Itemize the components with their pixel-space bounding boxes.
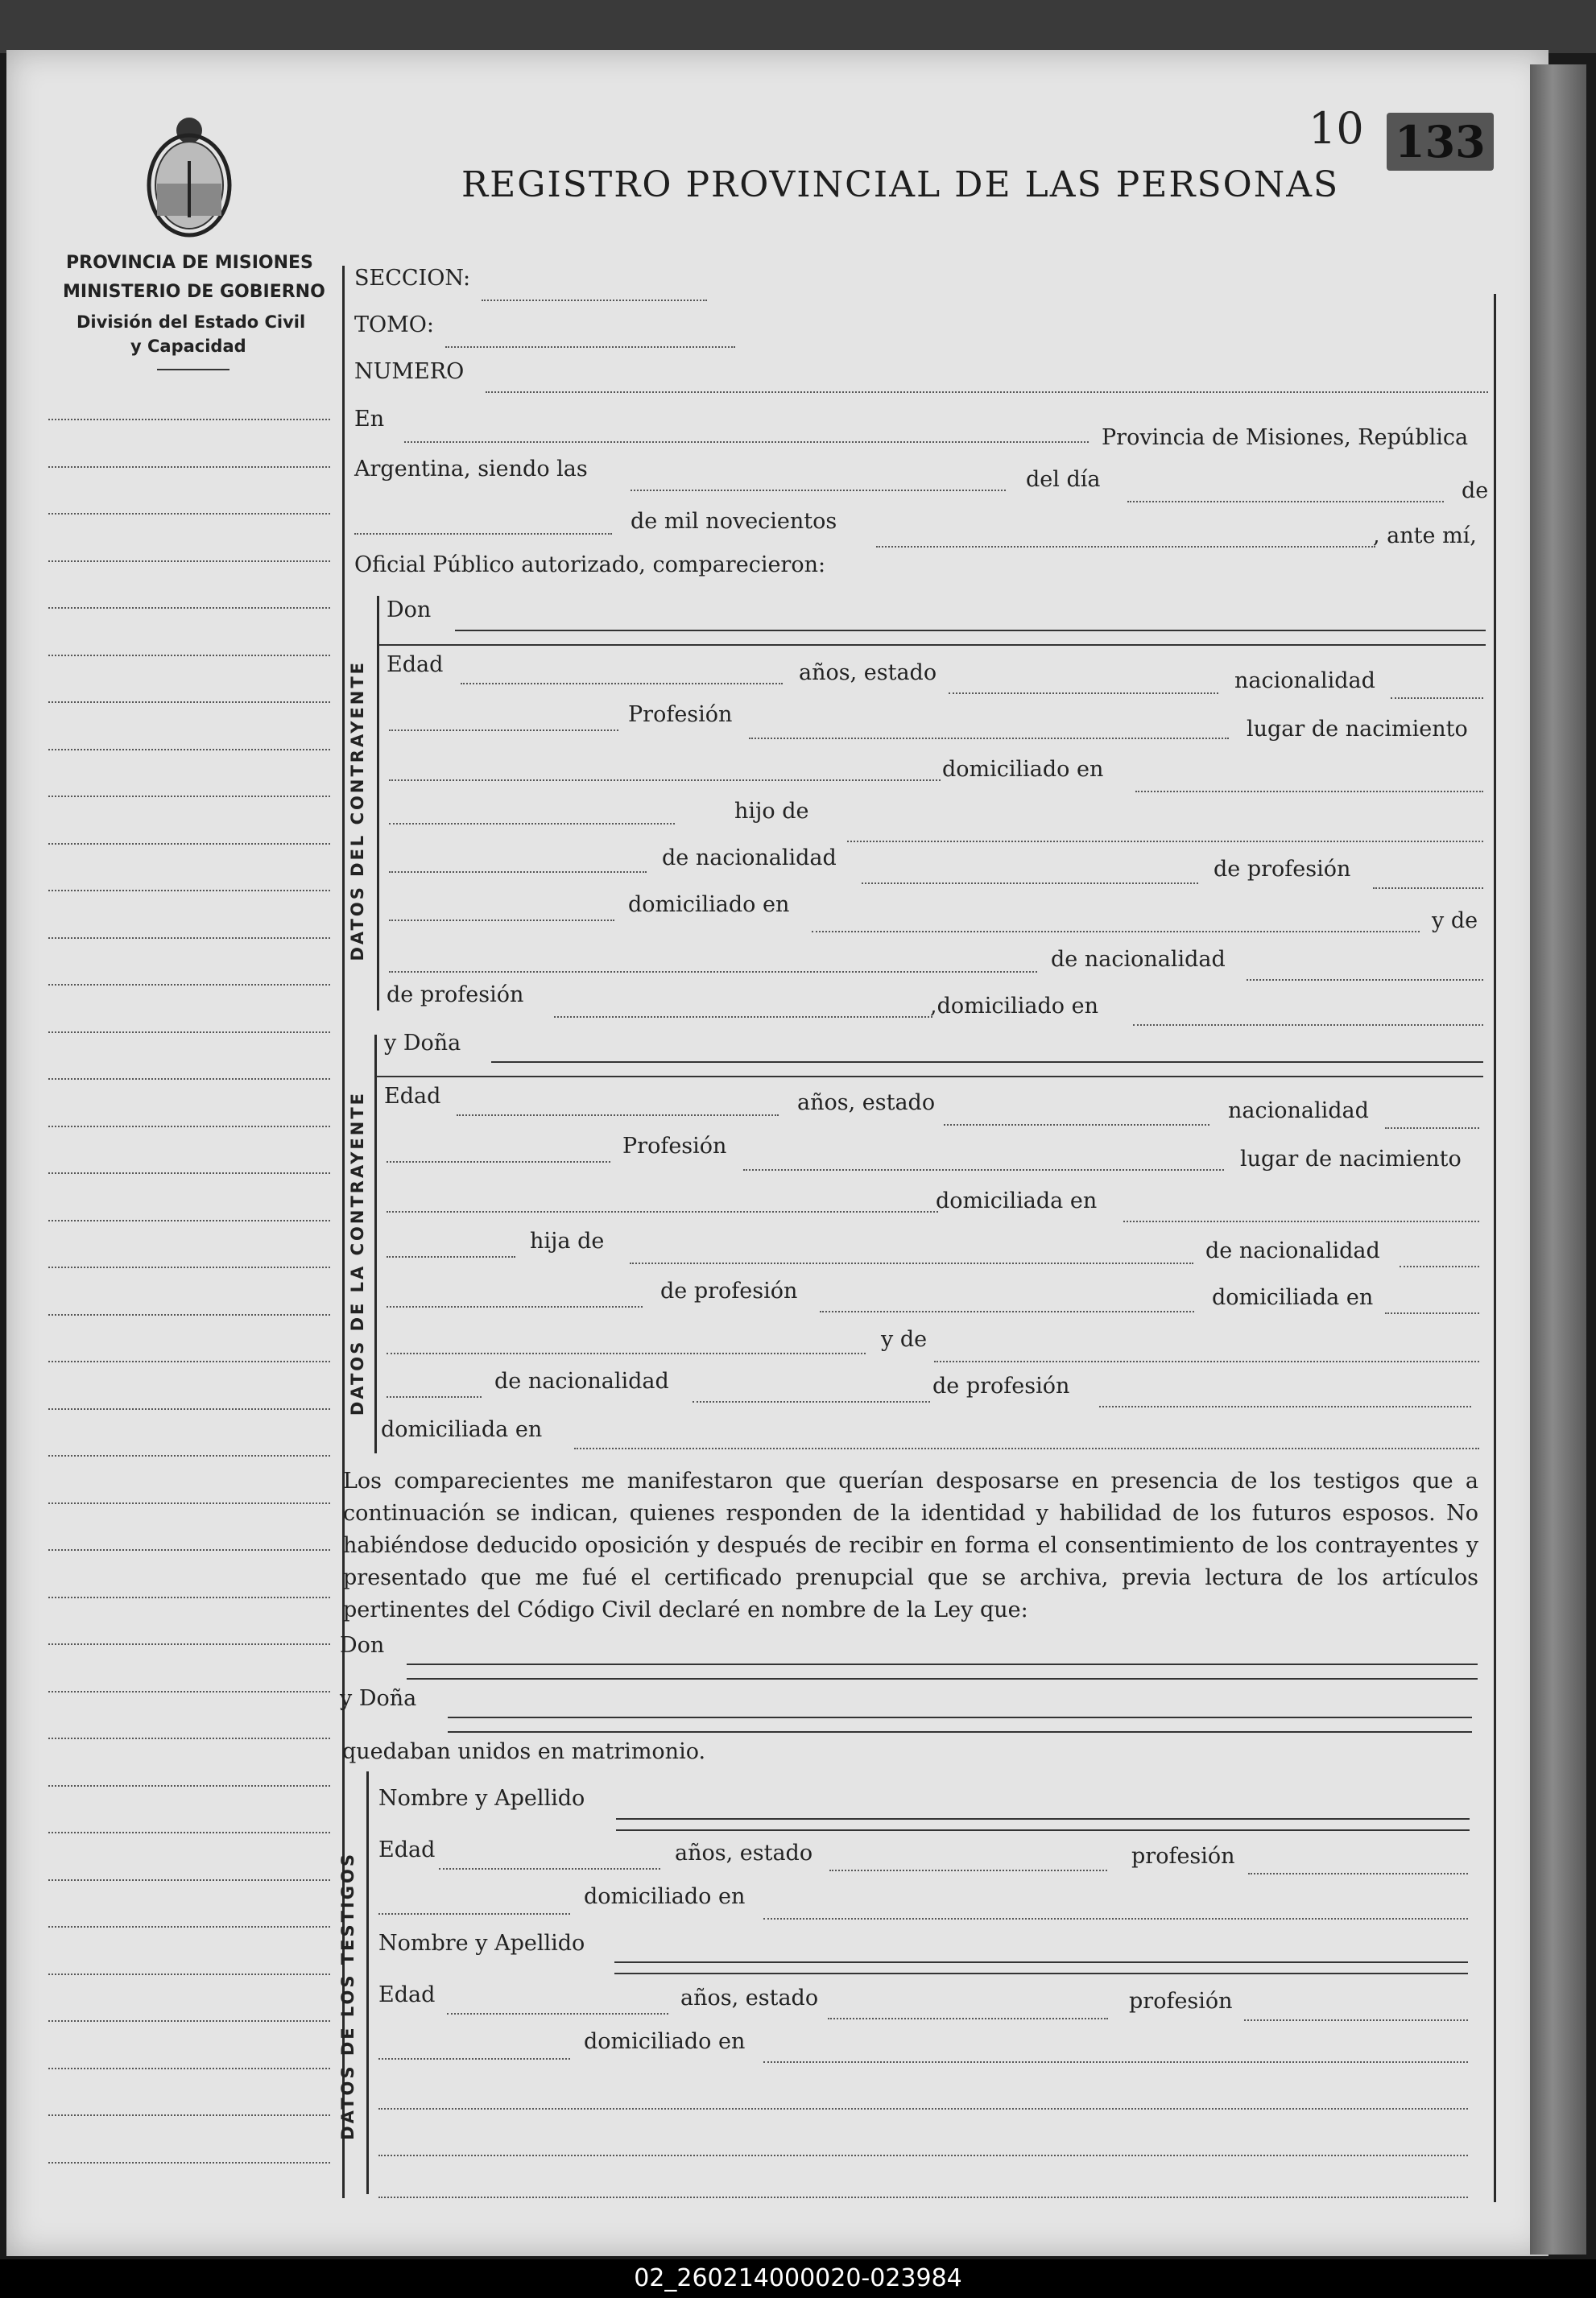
numero-label: NUMERO — [354, 359, 465, 384]
madre-cont-field-2[interactable] — [387, 1396, 482, 1398]
mes-field[interactable] — [354, 533, 612, 535]
dona-label: y Doña — [384, 1031, 461, 1056]
padre-nac-field[interactable] — [862, 882, 1198, 884]
domiciliado-en3-label: ,domiciliado en — [930, 994, 1098, 1019]
lugar-nac-label: lugar de nacimiento — [1247, 717, 1468, 742]
madre-nac-field-2[interactable] — [693, 1401, 930, 1403]
profesion-field[interactable] — [749, 738, 1229, 739]
margin-line[interactable] — [48, 1549, 330, 1551]
edad-label-2: Edad — [384, 1084, 441, 1109]
decl-dona-label: y Doña — [340, 1686, 417, 1711]
top-strip — [0, 0, 1596, 53]
nac-cont-field[interactable] — [389, 729, 618, 731]
domicilio-field-2[interactable] — [1123, 1221, 1479, 1222]
domiciliada-en3-label: domiciliada en — [381, 1417, 543, 1442]
margin-line[interactable] — [48, 1597, 330, 1598]
margin-line[interactable] — [48, 1832, 330, 1833]
profesion2-label: profesión — [1129, 1989, 1233, 2014]
de-label: de — [1462, 478, 1489, 503]
de-profesion-label: de profesión — [1214, 857, 1351, 882]
margin-line[interactable] — [48, 1643, 330, 1645]
margin-line[interactable] — [48, 1267, 330, 1268]
hija-de-label: hija de — [530, 1229, 605, 1254]
padre-field[interactable] — [847, 841, 1483, 842]
de-profesion-label-2: de profesión — [660, 1279, 798, 1304]
profesion-field-2[interactable] — [743, 1169, 1224, 1171]
nombre2-field[interactable] — [614, 1961, 1468, 1963]
anos-estado1-label: años, estado — [675, 1841, 813, 1866]
domiciliado2-label: domiciliado en — [584, 2029, 746, 2054]
extra-field-2[interactable] — [378, 2155, 1468, 2156]
margin-line[interactable] — [48, 2114, 330, 2116]
don-label: Don — [387, 597, 432, 622]
domiciliado-label: domiciliado en — [942, 757, 1104, 782]
edad-field-2[interactable] — [457, 1114, 779, 1116]
margin-line[interactable] — [48, 1785, 330, 1787]
contrayenta-bracket — [374, 1035, 377, 1453]
padre-dom-cont-field-2[interactable] — [387, 1353, 866, 1354]
nac1-field[interactable] — [378, 1913, 570, 1915]
division-label: División del Estado Civil — [76, 312, 306, 332]
de-mil-label: de mil novecientos — [631, 509, 837, 534]
estado2-field[interactable] — [828, 2018, 1108, 2019]
domicilio-cont-field-2[interactable] — [387, 1256, 515, 1258]
hijo-de-label: hijo de — [734, 799, 809, 824]
separator — [378, 644, 1486, 646]
nacionalidad-label: nacionalidad — [1234, 668, 1375, 693]
anos-estado-label-2: años, estado — [797, 1090, 936, 1115]
separator — [407, 1678, 1478, 1680]
domicilio1-field[interactable] — [763, 1918, 1468, 1920]
margin-line[interactable] — [48, 1879, 330, 1881]
nac-cont-field-2[interactable] — [387, 1161, 610, 1163]
margin-line[interactable] — [48, 1078, 330, 1080]
y-de-label: y de — [1432, 908, 1478, 933]
domicilio-field[interactable] — [1135, 791, 1483, 792]
seccion-label: SECCION: — [354, 266, 471, 291]
ante-mi-text: , ante mí, — [1373, 523, 1477, 548]
margin-line[interactable] — [48, 1691, 330, 1693]
page-title: REGISTRO PROVINCIAL DE LAS PERSONAS — [461, 164, 1340, 205]
domiciliada-label: domiciliada en — [936, 1188, 1098, 1213]
domicilio-cont-field[interactable] — [389, 823, 675, 825]
lugar-field-2[interactable] — [387, 1211, 938, 1213]
margin-line[interactable] — [48, 607, 330, 609]
en-field[interactable] — [404, 441, 1089, 443]
de-nacionalidad2-label: de nacionalidad — [1051, 947, 1226, 972]
edad-field[interactable] — [461, 683, 783, 684]
contrayente-side-label: DATOS DEL CONTRAYENTE — [348, 660, 367, 961]
madre-field-2[interactable] — [934, 1361, 1479, 1362]
del-dia-label: del día — [1026, 467, 1101, 492]
decl-don-label: Don — [340, 1633, 385, 1658]
seccion-field[interactable] — [482, 300, 707, 301]
estado-field[interactable] — [949, 692, 1218, 694]
padre-dom-field[interactable] — [812, 931, 1420, 932]
estado-field-2[interactable] — [944, 1124, 1209, 1126]
unidos-text: quedaban unidos en matrimonio. — [342, 1739, 706, 1764]
margin-line[interactable] — [48, 796, 330, 797]
margin-line[interactable] — [48, 2020, 330, 2022]
profesion2-field[interactable] — [1244, 2019, 1468, 2021]
margin-line[interactable] — [48, 655, 330, 656]
margin-line[interactable] — [48, 1408, 330, 1410]
profesion1-label: profesión — [1131, 1844, 1235, 1869]
declaration-paragraph: Los comparecientes me manifestaron que querían desposarse en presencia de los testigos que a continuación se indican, quienes responden de la identidad y habilidad de los futuros esposos. No habiéndose deducido oposición y después de recibir en forma el consentimiento de los contrayentes y presentado que me fué el certificado prenupcial que se archiva, previa lectura de los artículos pertinentes del Código Civil declaré en nombre de la Ley que: — [343, 1469, 1478, 1622]
tomo-label: TOMO: — [354, 312, 435, 337]
margin-line[interactable] — [48, 937, 330, 939]
padre-prof-field[interactable] — [1373, 887, 1483, 889]
right-frame-line — [1494, 294, 1496, 2202]
edad-label: Edad — [387, 652, 444, 677]
margin-line[interactable] — [48, 890, 330, 891]
nacionalidad-field-2[interactable] — [1385, 1127, 1479, 1129]
margin-line[interactable] — [48, 1172, 330, 1174]
separator — [616, 1829, 1470, 1831]
don-field[interactable] — [455, 630, 1486, 631]
margin-line[interactable] — [48, 1031, 330, 1033]
capacity-label: y Capacidad — [130, 337, 246, 356]
margin-line[interactable] — [48, 1126, 330, 1127]
madre-dom-field[interactable] — [1133, 1024, 1483, 1026]
margin-line[interactable] — [48, 1738, 330, 1739]
padre-nac-cont-field-2[interactable] — [387, 1306, 643, 1308]
testigos-side-label: DATOS DE LOS TESTIGOS — [338, 1852, 358, 2140]
domiciliado-en2-label: domiciliado en — [628, 892, 790, 917]
dona-field[interactable] — [491, 1061, 1483, 1063]
margin-line[interactable] — [48, 1314, 330, 1316]
edad2-field[interactable] — [447, 2013, 668, 2015]
contrayenta-side-label: DATOS DE LA CONTRAYENTE — [348, 1091, 367, 1416]
de-nacionalidad-label: de nacionalidad — [662, 845, 837, 870]
margin-line[interactable] — [48, 984, 330, 986]
margin-line[interactable] — [48, 560, 330, 562]
lugar-field[interactable] — [389, 779, 941, 781]
margin-line[interactable] — [48, 843, 330, 845]
madre-prof-field[interactable] — [554, 1016, 932, 1018]
en-label: En — [354, 407, 385, 432]
book-binding — [1530, 64, 1586, 2255]
profesion-label-2: Profesión — [622, 1134, 727, 1159]
extra-field-1[interactable] — [378, 2108, 1468, 2110]
profesion1-field[interactable] — [1248, 1873, 1468, 1874]
margin-line[interactable] — [48, 1926, 330, 1928]
dia-field[interactable] — [1127, 501, 1444, 502]
argentina-text: Argentina, siendo las — [354, 457, 588, 482]
testigos-bracket — [366, 1771, 369, 2194]
margin-line[interactable] — [48, 1974, 330, 1975]
margin-line[interactable] — [48, 2162, 330, 2164]
margin-line[interactable] — [48, 419, 330, 420]
ministry-label: MINISTERIO DE GOBIERNO — [63, 282, 325, 302]
contrayente-bracket — [377, 596, 379, 1011]
edad1-label: Edad — [378, 1837, 436, 1862]
lugar-nac-label-2: lugar de nacimiento — [1240, 1147, 1462, 1172]
padre-prof-cont-field[interactable] — [389, 920, 614, 921]
divider — [157, 369, 229, 370]
edad1-field[interactable] — [439, 1868, 660, 1870]
margin-line[interactable] — [48, 1455, 330, 1457]
margin-line[interactable] — [48, 749, 330, 750]
edad2-label: Edad — [378, 1982, 436, 2007]
separator — [376, 1076, 1483, 1077]
domicilio2-field[interactable] — [763, 2061, 1468, 2063]
margin-line[interactable] — [48, 1502, 330, 1504]
nac2-field[interactable] — [378, 2058, 570, 2060]
page-number: 10 — [1309, 103, 1364, 154]
anio-field[interactable] — [876, 546, 1375, 548]
separator — [614, 1973, 1468, 1974]
oficial-text: Oficial Público autorizado, comparecieron: — [354, 552, 826, 577]
decl-don-field[interactable] — [407, 1664, 1478, 1665]
anos-estado2-label: años, estado — [680, 1986, 819, 2011]
anos-estado-label: años, estado — [799, 660, 937, 685]
nacionalidad-label-2: nacionalidad — [1228, 1098, 1369, 1123]
nombre1-label: Nombre y Apellido — [378, 1786, 585, 1811]
de-profesion2-label-2: de profesión — [932, 1374, 1070, 1399]
coat-of-arms-icon — [141, 113, 238, 242]
profesion-label: Profesión — [628, 702, 733, 727]
madre-prof-field-2[interactable] — [1099, 1406, 1471, 1407]
de-nacionalidad-label-2: de nacionalidad — [1205, 1238, 1380, 1263]
padre-prof-field-2[interactable] — [820, 1311, 1194, 1312]
hora-field[interactable] — [631, 490, 1006, 491]
padre-field-2[interactable] — [630, 1263, 1193, 1264]
margin-line[interactable] — [48, 1361, 330, 1362]
margin-line[interactable] — [48, 513, 330, 515]
padre-nac-field-2[interactable] — [1400, 1266, 1479, 1267]
domiciliada-en2-label: domiciliada en — [1212, 1285, 1374, 1310]
numero-field[interactable] — [486, 391, 1488, 393]
madre-dom-field-2[interactable] — [574, 1448, 1479, 1449]
margin-line[interactable] — [48, 701, 330, 703]
madre-nac-field[interactable] — [1247, 979, 1483, 981]
estado1-field[interactable] — [829, 1870, 1107, 1871]
extra-field-3[interactable] — [378, 2197, 1468, 2198]
margin-line[interactable] — [48, 2068, 330, 2069]
separator — [448, 1731, 1472, 1733]
provincia-text: Provincia de Misiones, República — [1102, 425, 1469, 450]
margin-line[interactable] — [48, 466, 330, 468]
y-de-label-2: y de — [881, 1327, 928, 1352]
de-nacionalidad2-label-2: de nacionalidad — [494, 1369, 669, 1394]
madre-field[interactable] — [389, 971, 1037, 973]
stamp-number: 133 — [1387, 113, 1494, 171]
margin-line[interactable] — [48, 1220, 330, 1221]
nombre1-field[interactable] — [616, 1818, 1470, 1820]
nombre2-label: Nombre y Apellido — [378, 1931, 585, 1956]
de-profesion2-label: de profesión — [387, 982, 524, 1007]
image-id-caption: 02_260214000020-023984 — [0, 2259, 1596, 2298]
padre-dom-field-2[interactable] — [1385, 1312, 1479, 1314]
domiciliado1-label: domiciliado en — [584, 1884, 746, 1909]
padre-cont-field[interactable] — [389, 871, 647, 873]
tomo-field[interactable] — [445, 346, 735, 348]
province-label: PROVINCIA DE MISIONES — [66, 253, 313, 273]
decl-dona-field[interactable] — [448, 1717, 1472, 1718]
nacionalidad-field[interactable] — [1391, 697, 1483, 699]
